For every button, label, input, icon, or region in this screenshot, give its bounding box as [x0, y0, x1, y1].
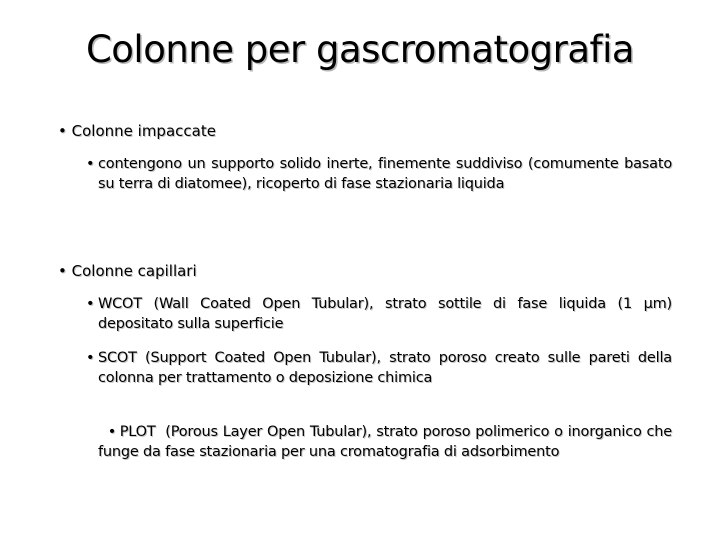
bullet-icon: •	[86, 350, 95, 366]
list-item-text: PLOT (Porous Layer Open Tubular), strato poroso polimerico o inorganico che funge da fase stazionaria per una cromatografia di adsorbimento	[98, 424, 677, 460]
bullet-icon: •	[107, 424, 117, 440]
bullet-icon: •	[58, 122, 67, 140]
bullet-icon: •	[86, 296, 95, 312]
bullet-icon: •	[58, 262, 67, 280]
list-item-text: WCOT (Wall Coated Open Tubular), strato sottile di fase liquida (1 µm) depositato sulla superficie	[98, 296, 672, 332]
section-label: Colonne impaccate	[71, 122, 216, 140]
section-heading-capillari	[58, 262, 668, 281]
list-item	[86, 348, 672, 388]
list-item	[86, 402, 677, 462]
section-heading-impaccate	[58, 122, 668, 141]
list-item-text: SCOT (Support Coated Open Tubular), strato poroso creato sulle pareti della colonna per trattamento o deposizione chimica	[98, 350, 672, 386]
section-label: Colonne capillari	[71, 262, 197, 280]
list-item	[86, 154, 672, 194]
bullet-icon: •	[86, 156, 95, 172]
list-item-text: contengono un supporto solido inerte, finemente suddiviso (comumente basato su terra di diatomee), ricoperto di fase stazionaria liquida	[98, 156, 672, 192]
slide-title: Colonne per gascromatografia	[85, 28, 635, 71]
list-item	[86, 294, 672, 334]
